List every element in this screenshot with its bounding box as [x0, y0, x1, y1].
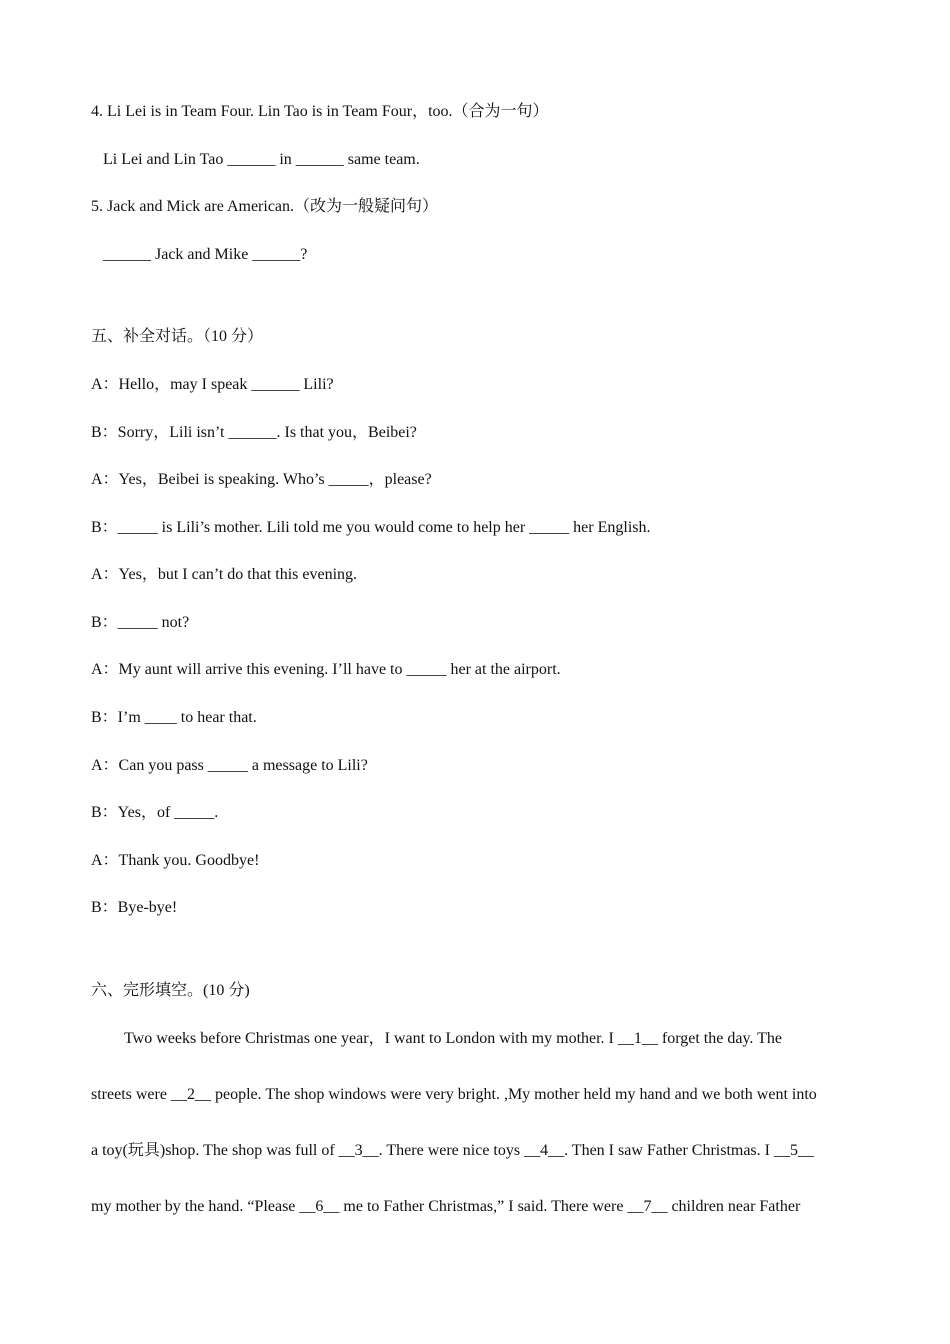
cloze-paragraph-line: my mother by the hand. “Please __6__ me to Father Christmas,” I said. There were __7__ children near Father	[91, 1198, 801, 1215]
dialogue-line: B：_____ not?	[91, 614, 190, 631]
section-5-heading: 五、补全对话。（10 分）	[91, 328, 264, 345]
dialogue-line: B：Yes，of _____.	[91, 804, 219, 821]
dialogue-line: A：Can you pass _____ a message to Lili?	[91, 757, 368, 774]
dialogue-line: B：Bye-bye!	[91, 899, 178, 916]
question-4-answer: Li Lei and Lin Tao ______ in ______ same team.	[103, 151, 420, 168]
dialogue-line: A：Hello，may I speak ______ Lili?	[91, 376, 334, 393]
dialogue-line: A：Thank you. Goodbye!	[91, 852, 260, 869]
question-4: 4. Li Lei is in Team Four. Lin Tao is in Team Four，too.（合为一句）	[91, 103, 549, 120]
dialogue-line: A：Yes，but I can’t do that this evening.	[91, 566, 358, 583]
dialogue-line: B：_____ is Lili’s mother. Lili told me you would come to help her _____ her English.	[91, 519, 651, 536]
section-6-heading: 六、完形填空。(10 分)	[91, 982, 250, 999]
cloze-paragraph-line: a toy(玩具)shop. The shop was full of __3__. There were nice toys __4__. Then I saw Father Christmas. I __5__	[91, 1142, 814, 1159]
dialogue-line: B：Sorry，Lili isn’t ______. Is that you，Beibei?	[91, 424, 417, 441]
dialogue-line: A：My aunt will arrive this evening. I’ll have to _____ her at the airport.	[91, 661, 561, 678]
cloze-paragraph-line: streets were __2__ people. The shop windows were very bright. ,My mother held my hand and we both went into	[91, 1086, 817, 1103]
dialogue-line: A：Yes，Beibei is speaking. Who’s _____，please?	[91, 471, 432, 488]
cloze-paragraph-line: Two weeks before Christmas one year，I want to London with my mother. I __1__ forget the day. The	[124, 1030, 782, 1047]
question-5: 5. Jack and Mick are American.（改为一般疑问句）	[91, 198, 439, 215]
dialogue-line: B：I’m ____ to hear that.	[91, 709, 257, 726]
question-5-answer: ______ Jack and Mike ______?	[103, 246, 308, 263]
